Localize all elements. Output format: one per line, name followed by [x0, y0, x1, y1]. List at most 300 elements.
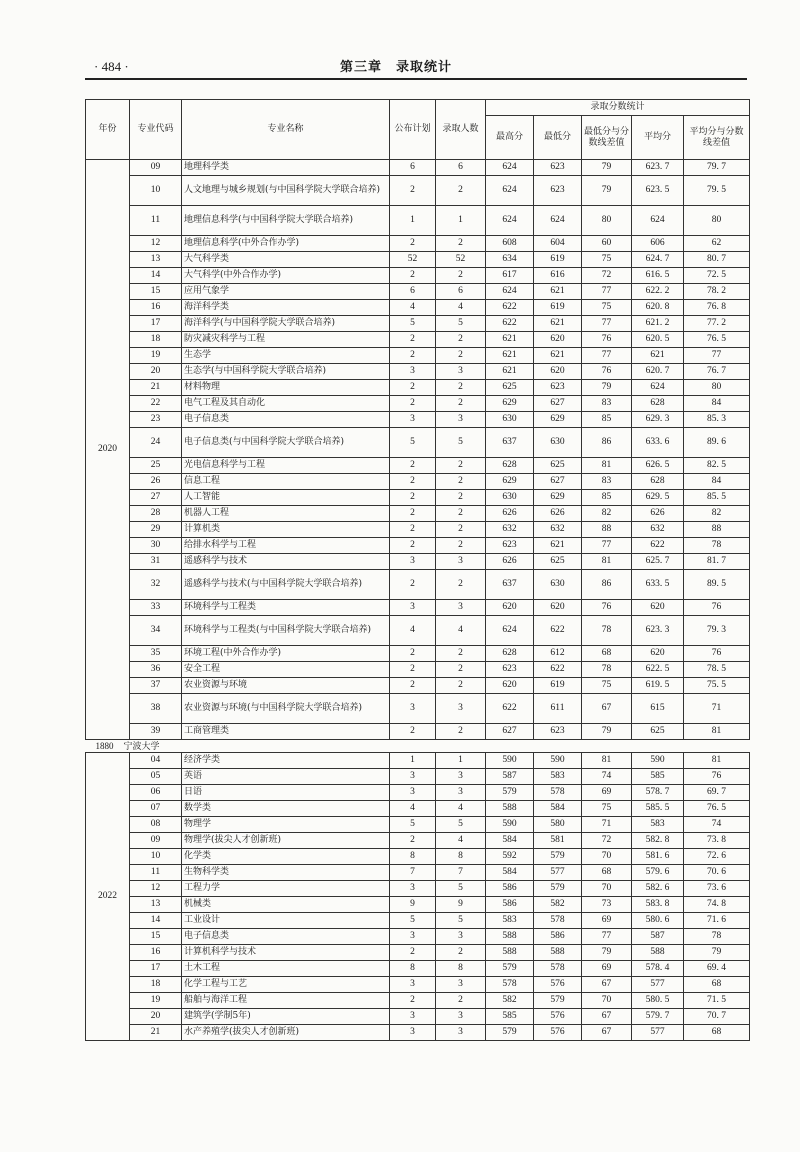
- min-cell: 581: [534, 833, 582, 849]
- plan-cell: 3: [390, 364, 436, 380]
- min-diff-cell: 81: [582, 753, 632, 769]
- major-name-cell: 环境科学与工程类: [182, 600, 390, 616]
- avg-diff-cell: 73. 6: [684, 881, 750, 897]
- admitted-cell: 3: [436, 412, 486, 428]
- avg-cell: 620. 7: [632, 364, 684, 380]
- min-diff-cell: 77: [582, 538, 632, 554]
- major-name-cell: 水产养殖学(拔尖人才创新班): [182, 1025, 390, 1041]
- school-row: [86, 740, 750, 753]
- avg-diff-cell: 89. 6: [684, 428, 750, 458]
- code-cell: 15: [130, 284, 182, 300]
- min-diff-cell: 76: [582, 364, 632, 380]
- admitted-cell: 3: [436, 785, 486, 801]
- min-cell: 623: [534, 160, 582, 176]
- code-cell: 11: [130, 865, 182, 881]
- code-cell: 25: [130, 458, 182, 474]
- header-rule: [85, 78, 747, 80]
- min-diff-cell: 73: [582, 897, 632, 913]
- table-body: [86, 160, 750, 1041]
- major-name-cell: 土木工程: [182, 961, 390, 977]
- avg-diff-cell: 76: [684, 646, 750, 662]
- avg-diff-cell: 85. 3: [684, 412, 750, 428]
- school-label: [86, 740, 750, 753]
- avg-diff-cell: 62: [684, 236, 750, 252]
- min-diff-cell: 86: [582, 428, 632, 458]
- min-cell: 582: [534, 897, 582, 913]
- avg-cell: 628: [632, 474, 684, 490]
- table-header: [86, 100, 750, 160]
- min-diff-cell: 77: [582, 316, 632, 332]
- code-cell: 13: [130, 252, 182, 268]
- min-cell: 619: [534, 300, 582, 316]
- code-cell: 15: [130, 929, 182, 945]
- max-cell: 623: [486, 538, 534, 554]
- min-diff-cell: 67: [582, 1009, 632, 1025]
- major-name-cell: 给排水科学与工程: [182, 538, 390, 554]
- code-cell: 04: [130, 753, 182, 769]
- admitted-cell: 3: [436, 554, 486, 570]
- table-row: [86, 678, 750, 694]
- max-cell: 588: [486, 945, 534, 961]
- avg-cell: 622: [632, 538, 684, 554]
- min-diff-cell: 79: [582, 176, 632, 206]
- avg-cell: 626: [632, 506, 684, 522]
- avg-cell: 590: [632, 753, 684, 769]
- major-name-cell: 物理学(拔尖人才创新班): [182, 833, 390, 849]
- min-cell: 588: [534, 945, 582, 961]
- min-diff-cell: 88: [582, 522, 632, 538]
- max-cell: 624: [486, 160, 534, 176]
- avg-diff-cell: 82. 5: [684, 458, 750, 474]
- avg-diff-cell: 73. 8: [684, 833, 750, 849]
- max-cell: 588: [486, 801, 534, 817]
- avg-diff-cell: 70. 6: [684, 865, 750, 881]
- avg-diff-cell: 80: [684, 380, 750, 396]
- col-avg-diff: 平均分与分数线差值: [684, 116, 750, 160]
- min-cell: 630: [534, 570, 582, 600]
- admission-table: [85, 99, 750, 1041]
- admitted-cell: 2: [436, 458, 486, 474]
- max-cell: 624: [486, 616, 534, 646]
- col-min: 最低分: [534, 116, 582, 160]
- min-diff-cell: 75: [582, 252, 632, 268]
- avg-diff-cell: 70. 7: [684, 1009, 750, 1025]
- major-name-cell: 大气科学(中外合作办学): [182, 268, 390, 284]
- year-cell: 2020: [86, 160, 130, 740]
- code-cell: 05: [130, 769, 182, 785]
- code-cell: 16: [130, 945, 182, 961]
- avg-diff-cell: 79. 7: [684, 160, 750, 176]
- plan-cell: 5: [390, 428, 436, 458]
- max-cell: 626: [486, 506, 534, 522]
- min-diff-cell: 72: [582, 268, 632, 284]
- min-diff-cell: 76: [582, 600, 632, 616]
- code-cell: 38: [130, 694, 182, 724]
- major-name-cell: 机械类: [182, 897, 390, 913]
- table-row: [86, 881, 750, 897]
- plan-cell: 2: [390, 833, 436, 849]
- admitted-cell: 2: [436, 678, 486, 694]
- max-cell: 628: [486, 458, 534, 474]
- avg-diff-cell: 76. 5: [684, 801, 750, 817]
- min-cell: 579: [534, 849, 582, 865]
- plan-cell: 3: [390, 600, 436, 616]
- max-cell: 624: [486, 284, 534, 300]
- code-cell: 34: [130, 616, 182, 646]
- plan-cell: 1: [390, 206, 436, 236]
- plan-cell: 2: [390, 538, 436, 554]
- min-cell: 621: [534, 538, 582, 554]
- plan-cell: 3: [390, 977, 436, 993]
- admitted-cell: 2: [436, 662, 486, 678]
- admitted-cell: 9: [436, 897, 486, 913]
- max-cell: 620: [486, 678, 534, 694]
- chapter-title: 第三章 录取统计: [340, 60, 453, 75]
- table-row: [86, 961, 750, 977]
- min-cell: 578: [534, 785, 582, 801]
- plan-cell: 2: [390, 348, 436, 364]
- min-cell: 579: [534, 881, 582, 897]
- avg-diff-cell: 68: [684, 1025, 750, 1041]
- col-admitted: 录取人数: [436, 100, 486, 160]
- avg-cell: 623. 5: [632, 176, 684, 206]
- admitted-cell: 2: [436, 538, 486, 554]
- avg-cell: 621. 2: [632, 316, 684, 332]
- code-cell: 28: [130, 506, 182, 522]
- admitted-cell: 1: [436, 206, 486, 236]
- avg-cell: 622. 5: [632, 662, 684, 678]
- major-name-cell: 工程力学: [182, 881, 390, 897]
- min-diff-cell: 85: [582, 412, 632, 428]
- max-cell: 592: [486, 849, 534, 865]
- plan-cell: 8: [390, 849, 436, 865]
- plan-cell: 2: [390, 506, 436, 522]
- code-cell: 10: [130, 176, 182, 206]
- max-cell: 637: [486, 428, 534, 458]
- avg-cell: 580. 6: [632, 913, 684, 929]
- plan-cell: 2: [390, 458, 436, 474]
- code-cell: 19: [130, 348, 182, 364]
- plan-cell: 4: [390, 801, 436, 817]
- avg-diff-cell: 81: [684, 753, 750, 769]
- avg-diff-cell: 68: [684, 977, 750, 993]
- code-cell: 37: [130, 678, 182, 694]
- major-name-cell: 经济学类: [182, 753, 390, 769]
- code-cell: 09: [130, 833, 182, 849]
- major-name-cell: 环境科学与工程类(与中国科学院大学联合培养): [182, 616, 390, 646]
- min-diff-cell: 81: [582, 458, 632, 474]
- code-cell: 13: [130, 897, 182, 913]
- table-row: [86, 817, 750, 833]
- major-name-cell: 电子信息类: [182, 412, 390, 428]
- avg-diff-cell: 78. 2: [684, 284, 750, 300]
- plan-cell: 2: [390, 945, 436, 961]
- plan-cell: 3: [390, 785, 436, 801]
- plan-cell: 4: [390, 616, 436, 646]
- col-name: 专业名称: [182, 100, 390, 160]
- table-row: [86, 490, 750, 506]
- avg-cell: 625. 7: [632, 554, 684, 570]
- avg-diff-cell: 76: [684, 600, 750, 616]
- plan-cell: 8: [390, 961, 436, 977]
- plan-cell: 6: [390, 284, 436, 300]
- admitted-cell: 1: [436, 753, 486, 769]
- min-diff-cell: 69: [582, 785, 632, 801]
- plan-cell: 5: [390, 913, 436, 929]
- min-diff-cell: 75: [582, 801, 632, 817]
- min-diff-cell: 80: [582, 206, 632, 236]
- plan-cell: 3: [390, 1025, 436, 1041]
- min-cell: 621: [534, 348, 582, 364]
- table-row: [86, 268, 750, 284]
- admitted-cell: 3: [436, 1009, 486, 1025]
- avg-diff-cell: 81: [684, 724, 750, 740]
- admitted-cell: 2: [436, 945, 486, 961]
- avg-cell: 606: [632, 236, 684, 252]
- table-row: [86, 929, 750, 945]
- plan-cell: 2: [390, 236, 436, 252]
- avg-diff-cell: 74. 8: [684, 897, 750, 913]
- min-diff-cell: 77: [582, 929, 632, 945]
- max-cell: 637: [486, 570, 534, 600]
- max-cell: 624: [486, 176, 534, 206]
- admitted-cell: 5: [436, 913, 486, 929]
- min-cell: 620: [534, 364, 582, 380]
- major-name-cell: 计算机科学与技术: [182, 945, 390, 961]
- admitted-cell: 2: [436, 396, 486, 412]
- table-row: [86, 428, 750, 458]
- avg-cell: 579. 6: [632, 865, 684, 881]
- admitted-cell: 2: [436, 646, 486, 662]
- major-name-cell: 人文地理与城乡规划(与中国科学院大学联合培养): [182, 176, 390, 206]
- plan-cell: 5: [390, 316, 436, 332]
- avg-cell: 624: [632, 380, 684, 396]
- table-row: [86, 913, 750, 929]
- max-cell: 627: [486, 724, 534, 740]
- avg-diff-cell: 74: [684, 817, 750, 833]
- min-cell: 577: [534, 865, 582, 881]
- page-number: · 484 ·: [94, 59, 129, 74]
- admitted-cell: 52: [436, 252, 486, 268]
- avg-diff-cell: 84: [684, 396, 750, 412]
- major-name-cell: 地理信息科学(与中国科学院大学联合培养): [182, 206, 390, 236]
- max-cell: 629: [486, 474, 534, 490]
- plan-cell: 9: [390, 897, 436, 913]
- avg-cell: 577: [632, 1025, 684, 1041]
- admitted-cell: 2: [436, 993, 486, 1009]
- admitted-cell: 2: [436, 522, 486, 538]
- major-name-cell: 信息工程: [182, 474, 390, 490]
- table-row: [86, 300, 750, 316]
- code-cell: 14: [130, 913, 182, 929]
- max-cell: 629: [486, 396, 534, 412]
- code-cell: 06: [130, 785, 182, 801]
- plan-cell: 1: [390, 753, 436, 769]
- min-cell: 583: [534, 769, 582, 785]
- code-cell: 30: [130, 538, 182, 554]
- min-cell: 630: [534, 428, 582, 458]
- max-cell: 583: [486, 913, 534, 929]
- major-name-cell: 光电信息科学与工程: [182, 458, 390, 474]
- code-cell: 21: [130, 1025, 182, 1041]
- max-cell: 590: [486, 753, 534, 769]
- col-avg: 平均分: [632, 116, 684, 160]
- avg-diff-cell: 79: [684, 945, 750, 961]
- avg-cell: 624: [632, 206, 684, 236]
- min-diff-cell: 86: [582, 570, 632, 600]
- table-row: [86, 945, 750, 961]
- min-cell: 619: [534, 678, 582, 694]
- plan-cell: 5: [390, 817, 436, 833]
- min-cell: 579: [534, 993, 582, 1009]
- avg-diff-cell: 81. 7: [684, 554, 750, 570]
- min-cell: 611: [534, 694, 582, 724]
- major-name-cell: 生态学: [182, 348, 390, 364]
- admitted-cell: 2: [436, 268, 486, 284]
- admitted-cell: 2: [436, 724, 486, 740]
- min-diff-cell: 60: [582, 236, 632, 252]
- admitted-cell: 2: [436, 506, 486, 522]
- avg-diff-cell: 85. 5: [684, 490, 750, 506]
- avg-cell: 582. 6: [632, 881, 684, 897]
- avg-diff-cell: 78: [684, 538, 750, 554]
- avg-diff-cell: 79. 3: [684, 616, 750, 646]
- table-row: [86, 538, 750, 554]
- max-cell: 585: [486, 1009, 534, 1025]
- table-row: [86, 977, 750, 993]
- min-cell: 590: [534, 753, 582, 769]
- plan-cell: 2: [390, 380, 436, 396]
- min-diff-cell: 77: [582, 284, 632, 300]
- table-row: [86, 849, 750, 865]
- min-cell: 580: [534, 817, 582, 833]
- col-plan: 公布计划: [390, 100, 436, 160]
- min-cell: 623: [534, 176, 582, 206]
- major-name-cell: 大气科学类: [182, 252, 390, 268]
- code-cell: 24: [130, 428, 182, 458]
- admitted-cell: 8: [436, 849, 486, 865]
- max-cell: 626: [486, 554, 534, 570]
- admitted-cell: 2: [436, 380, 486, 396]
- plan-cell: 4: [390, 300, 436, 316]
- avg-diff-cell: 71. 6: [684, 913, 750, 929]
- avg-cell: 620: [632, 646, 684, 662]
- code-cell: 21: [130, 380, 182, 396]
- table-row: [86, 506, 750, 522]
- code-cell: 09: [130, 160, 182, 176]
- min-cell: 627: [534, 474, 582, 490]
- code-cell: 27: [130, 490, 182, 506]
- min-cell: 621: [534, 284, 582, 300]
- max-cell: 584: [486, 865, 534, 881]
- avg-cell: 620. 8: [632, 300, 684, 316]
- table-row: [86, 364, 750, 380]
- min-diff-cell: 70: [582, 993, 632, 1009]
- plan-cell: 2: [390, 490, 436, 506]
- min-cell: 576: [534, 1025, 582, 1041]
- major-name-cell: 农业资源与环境: [182, 678, 390, 694]
- table-row: [86, 396, 750, 412]
- admitted-cell: 6: [436, 160, 486, 176]
- major-name-cell: 机器人工程: [182, 506, 390, 522]
- avg-cell: 626. 5: [632, 458, 684, 474]
- table-row: [86, 458, 750, 474]
- table-row: [86, 616, 750, 646]
- avg-cell: 633. 6: [632, 428, 684, 458]
- plan-cell: 2: [390, 662, 436, 678]
- col-year: 年份: [86, 100, 130, 160]
- table-row: [86, 724, 750, 740]
- min-cell: 627: [534, 396, 582, 412]
- max-cell: 579: [486, 961, 534, 977]
- avg-cell: 578. 4: [632, 961, 684, 977]
- avg-diff-cell: 69. 4: [684, 961, 750, 977]
- min-diff-cell: 85: [582, 490, 632, 506]
- admitted-cell: 5: [436, 316, 486, 332]
- avg-diff-cell: 76. 5: [684, 332, 750, 348]
- col-min-diff: 最低分与分数线差值: [582, 116, 632, 160]
- avg-cell: 583: [632, 817, 684, 833]
- min-cell: 604: [534, 236, 582, 252]
- min-cell: 578: [534, 961, 582, 977]
- major-name-cell: 应用气象学: [182, 284, 390, 300]
- major-name-cell: 建筑学(学制5年): [182, 1009, 390, 1025]
- min-diff-cell: 79: [582, 724, 632, 740]
- max-cell: 608: [486, 236, 534, 252]
- max-cell: 628: [486, 646, 534, 662]
- major-name-cell: 农业资源与环境(与中国科学院大学联合培养): [182, 694, 390, 724]
- max-cell: 588: [486, 929, 534, 945]
- plan-cell: 2: [390, 678, 436, 694]
- min-cell: 626: [534, 506, 582, 522]
- admitted-cell: 3: [436, 769, 486, 785]
- avg-diff-cell: 80. 7: [684, 252, 750, 268]
- code-cell: 18: [130, 332, 182, 348]
- table-row: [86, 570, 750, 600]
- code-cell: 32: [130, 570, 182, 600]
- table-row: [86, 236, 750, 252]
- avg-cell: 579. 7: [632, 1009, 684, 1025]
- avg-cell: 622. 2: [632, 284, 684, 300]
- admitted-cell: 2: [436, 490, 486, 506]
- max-cell: 617: [486, 268, 534, 284]
- min-cell: 586: [534, 929, 582, 945]
- code-cell: 12: [130, 236, 182, 252]
- code-cell: 17: [130, 316, 182, 332]
- plan-cell: 52: [390, 252, 436, 268]
- school-code: 1880: [95, 740, 114, 751]
- major-name-cell: 防灾减灾科学与工程: [182, 332, 390, 348]
- min-cell: 576: [534, 977, 582, 993]
- admitted-cell: 5: [436, 428, 486, 458]
- table-row: [86, 769, 750, 785]
- avg-cell: 620: [632, 600, 684, 616]
- table-row: [86, 646, 750, 662]
- avg-cell: 587: [632, 929, 684, 945]
- major-name-cell: 工商管理类: [182, 724, 390, 740]
- plan-cell: 2: [390, 724, 436, 740]
- plan-cell: 3: [390, 554, 436, 570]
- min-diff-cell: 71: [582, 817, 632, 833]
- plan-cell: 2: [390, 176, 436, 206]
- min-diff-cell: 79: [582, 380, 632, 396]
- max-cell: 624: [486, 206, 534, 236]
- major-name-cell: 船舶与海洋工程: [182, 993, 390, 1009]
- min-cell: 625: [534, 554, 582, 570]
- code-cell: 17: [130, 961, 182, 977]
- max-cell: 586: [486, 897, 534, 913]
- avg-diff-cell: 88: [684, 522, 750, 538]
